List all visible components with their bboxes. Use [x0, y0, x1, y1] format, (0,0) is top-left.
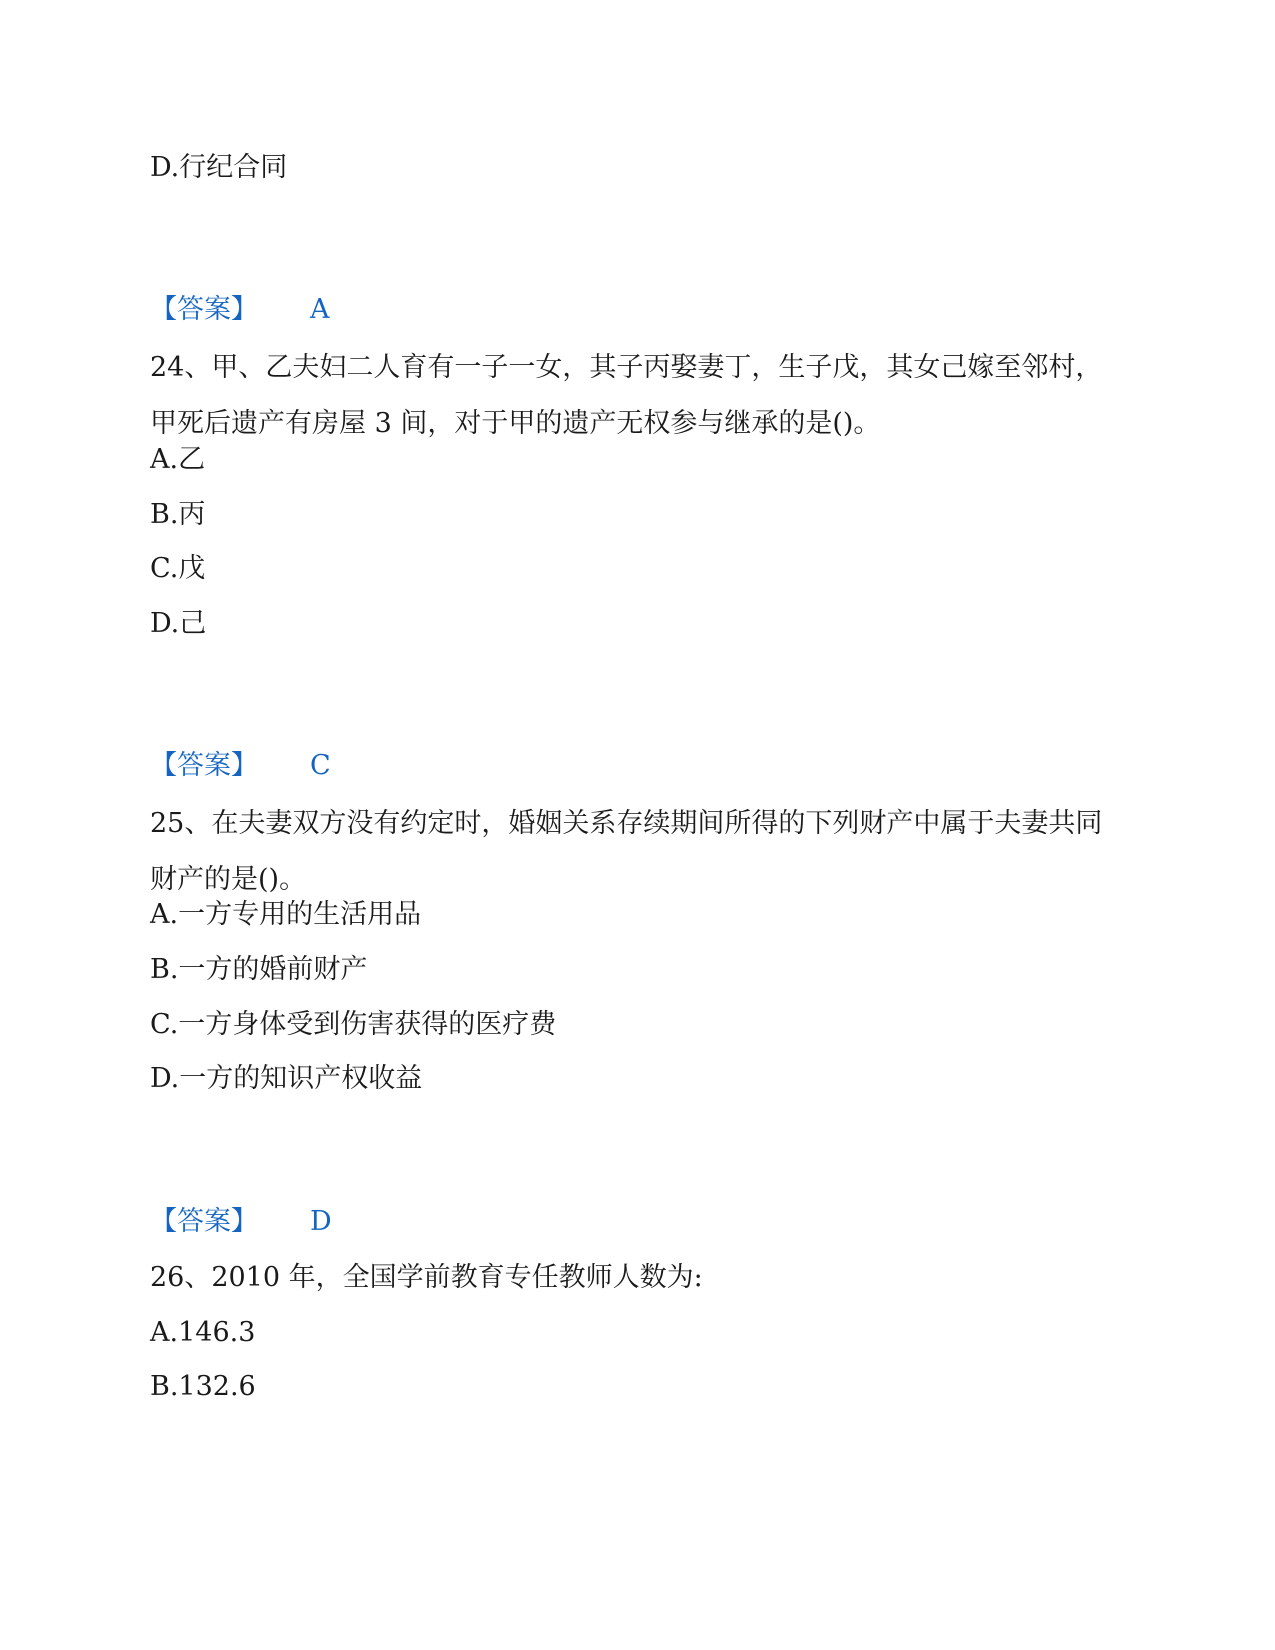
q24-option-c: C.戊 — [150, 553, 206, 584]
q23-answer — [150, 294, 330, 326]
answer-value: A — [310, 294, 330, 325]
answer-label: 【答案】 — [150, 1206, 258, 1237]
answer-label: 【答案】 — [150, 750, 258, 781]
q24-answer — [150, 750, 331, 782]
q24-question: 24、甲、乙夫妇二人育有一子一女，其子丙娶妻丁，生子戊，其女己嫁至邻村，甲死后遗产有房屋 3 间，对于甲的遗产无权参与继承的是()。 — [150, 352, 1103, 439]
q24-option-a: A.乙 — [150, 444, 206, 475]
q25-option-b: B.一方的婚前财产 — [150, 954, 368, 985]
q26-option-a: A.146.3 — [150, 1317, 256, 1348]
q26-option-b: B.132.6 — [150, 1371, 256, 1402]
q26-question: 26、2010 年，全国学前教育专任教师人数为: — [150, 1262, 703, 1293]
q23-option-d: D.行纪合同 — [150, 152, 288, 183]
answer-value: C — [310, 750, 331, 781]
answer-value: D — [310, 1206, 332, 1237]
q24-option-b: B.丙 — [150, 499, 206, 530]
q25-answer — [150, 1206, 332, 1238]
q25-option-a: A.一方专用的生活用品 — [150, 899, 422, 930]
q25-question: 25、在夫妻双方没有约定时，婚姻关系存续期间所得的下列财产中属于夫妻共同财产的是()。 — [150, 808, 1103, 895]
q24-option-d: D.己 — [150, 608, 207, 639]
q25-option-d: D.一方的知识产权收益 — [150, 1063, 423, 1094]
q25-option-c: C.一方身体受到伤害获得的医疗费 — [150, 1009, 557, 1040]
answer-label: 【答案】 — [150, 294, 258, 325]
